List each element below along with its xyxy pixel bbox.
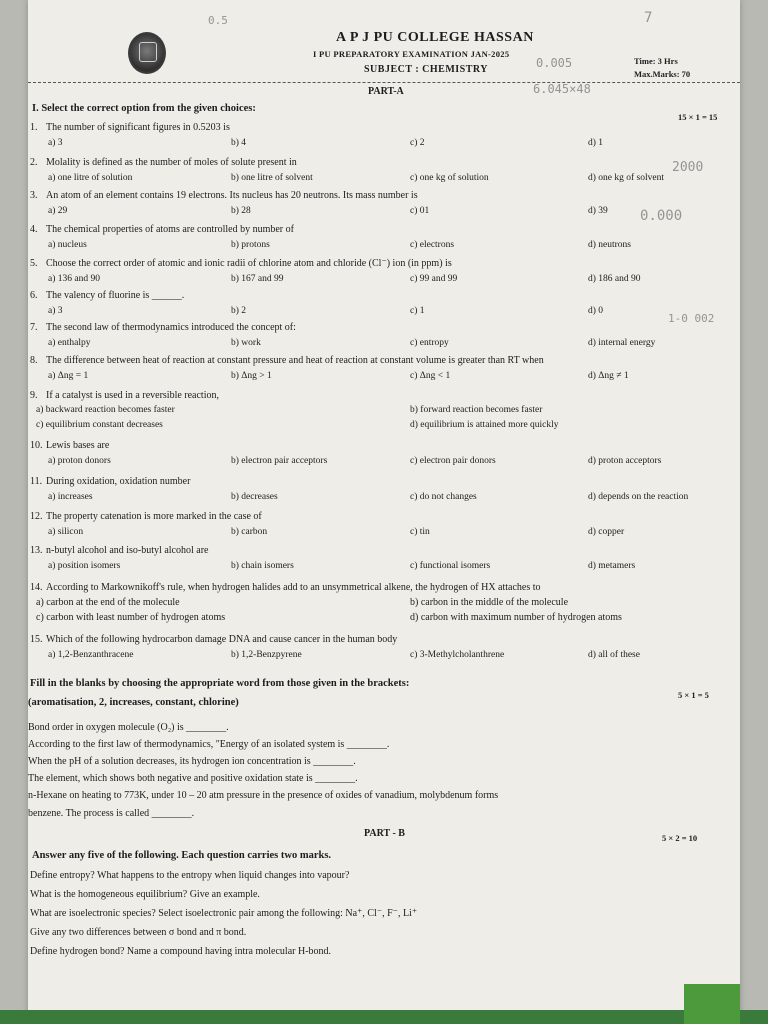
section2-heading: Fill in the blanks by choosing the appropriate word from those given in the brackets: bbox=[30, 678, 410, 689]
question-text: The difference between heat of reaction at constant pressure and heat of reaction at constant volume is greater than RT when bbox=[46, 355, 544, 366]
part-b-heading: Answer any five of the following. Each question carries two marks. bbox=[32, 850, 332, 861]
fill-blank-item: The element, which shows both negative and positive oxidation state is ________. bbox=[28, 773, 358, 784]
section2-marks: 5 × 1 = 5 bbox=[678, 690, 709, 700]
part-b-question: Define hydrogen bond? Name a compound having intra molecular H-bond. bbox=[30, 946, 332, 957]
question-number: 6. bbox=[30, 290, 38, 301]
fill-blank-item: According to the first law of thermodynamics, "Energy of an isolated system is ________. bbox=[28, 739, 390, 750]
answer-option: c) one kg of solution bbox=[410, 173, 489, 183]
exam-paper bbox=[28, 0, 740, 1024]
section1-marks: 15 × 1 = 15 bbox=[678, 112, 718, 122]
question-number: 11. bbox=[30, 476, 43, 487]
question-text: The property catenation is more marked in the case of bbox=[46, 511, 262, 522]
answer-option: a) proton donors bbox=[48, 456, 111, 466]
answer-option: a) silicon bbox=[48, 527, 84, 537]
answer-option: d) equilibrium is attained more quickly bbox=[410, 420, 559, 430]
answer-option: b) protons bbox=[231, 240, 270, 250]
answer-option: d) neutrons bbox=[588, 240, 632, 250]
answer-option: a) 1,2-Benzanthracene bbox=[48, 650, 134, 660]
question-text: According to Markownikoff's rule, when hydrogen halides add to an unsymmetrical alkene, the hydrogen of HX attaches to bbox=[46, 582, 541, 593]
question-text: An atom of an element contains 19 electrons. Its nucleus has 20 neutrons. Its mass number is bbox=[46, 190, 418, 201]
fill-blank-item: benzene. The process is called ________. bbox=[28, 808, 195, 819]
college-title: A P J PU COLLEGE HASSAN bbox=[336, 30, 534, 45]
answer-option: a) increases bbox=[48, 492, 93, 502]
question-text: Lewis bases are bbox=[46, 440, 110, 451]
answer-option: a) backward reaction becomes faster bbox=[36, 405, 175, 415]
answer-option: d) Δng ≠ 1 bbox=[588, 371, 629, 381]
scribble-2: 6.045×48 bbox=[533, 82, 591, 96]
part-b-question: What are isoelectronic species? Select isoelectronic pair among the following: Na⁺, Cl⁻, F⁻, Li⁺ bbox=[30, 908, 418, 919]
part-b-question: Give any two differences between σ bond and π bond. bbox=[30, 927, 247, 938]
question-text: Choose the correct order of atomic and ionic radii of chlorine atom and chloride (Cl⁻) ion (in ppm) is bbox=[46, 258, 452, 269]
answer-option: d) copper bbox=[588, 527, 625, 537]
part-b-question: What is the homogeneous equilibrium? Give an example. bbox=[30, 889, 260, 900]
question-text: During oxidation, oxidation number bbox=[46, 476, 191, 487]
answer-option: b) Δng > 1 bbox=[231, 371, 272, 381]
answer-option: b) decreases bbox=[231, 492, 278, 502]
answer-option: c) 1 bbox=[410, 306, 425, 316]
answer-option: a) position isomers bbox=[48, 561, 121, 571]
answer-option: b) one litre of solvent bbox=[231, 173, 313, 183]
answer-option: c) entropy bbox=[410, 338, 449, 348]
question-text: n-butyl alcohol and iso-butyl alcohol are bbox=[46, 545, 209, 556]
question-number: 9. bbox=[30, 390, 38, 401]
background-strip bbox=[0, 1010, 768, 1024]
answer-option: b) 1,2-Benzpyrene bbox=[231, 650, 302, 660]
answer-option: c) 01 bbox=[410, 206, 430, 216]
fill-blank-item: Bond order in oxygen molecule (O₂) is ________. bbox=[28, 722, 229, 733]
answer-option: c) 2 bbox=[410, 138, 425, 148]
answer-option: a) 3 bbox=[48, 306, 63, 316]
answer-option: c) functional isomers bbox=[410, 561, 491, 571]
section2-words: (aromatisation, 2, increases, constant, chlorine) bbox=[28, 697, 239, 708]
section1-heading: I. Select the correct option from the given choices: bbox=[32, 103, 256, 114]
question-text: Which of the following hydrocarbon damage DNA and cause cancer in the human body bbox=[46, 634, 398, 645]
answer-option: d) 1 bbox=[588, 138, 604, 148]
answer-option: d) 186 and 90 bbox=[588, 274, 641, 284]
answer-option: c) carbon with least number of hydrogen atoms bbox=[36, 612, 226, 623]
question-text: The chemical properties of atoms are controlled by number of bbox=[46, 224, 294, 235]
answer-option: b) work bbox=[231, 338, 261, 348]
question-number: 2. bbox=[30, 157, 38, 168]
answer-option: d) depends on the reaction bbox=[588, 492, 689, 502]
question-text: The valency of fluorine is ______. bbox=[46, 290, 185, 301]
part-a-title: PART-A bbox=[368, 86, 404, 97]
answer-option: b) 4 bbox=[231, 138, 247, 148]
scribble-4: 0.000 bbox=[640, 208, 683, 224]
answer-option: c) Δng < 1 bbox=[410, 371, 451, 381]
question-text: The second law of thermodynamics introduced the concept of: bbox=[46, 322, 296, 333]
question-number: 13. bbox=[30, 545, 43, 556]
question-number: 3. bbox=[30, 190, 38, 201]
answer-option: d) carbon with maximum number of hydrogen atoms bbox=[410, 612, 622, 623]
answer-option: a) nucleus bbox=[48, 240, 87, 250]
scribble-6: 0.5 bbox=[208, 14, 228, 27]
answer-option: d) all of these bbox=[588, 650, 640, 660]
answer-option: c) 3-Methylcholanthrene bbox=[410, 650, 505, 660]
background-patch bbox=[684, 984, 740, 1024]
fill-blank-item: When the pH of a solution decreases, its hydrogen ion concentration is ________. bbox=[28, 756, 356, 767]
answer-option: a) 3 bbox=[48, 138, 63, 148]
question-number: 4. bbox=[30, 224, 38, 235]
header-divider bbox=[28, 82, 740, 83]
answer-option: b) chain isomers bbox=[231, 561, 294, 571]
subject-title: SUBJECT : CHEMISTRY bbox=[364, 64, 488, 75]
part-b-marks: 5 × 2 = 10 bbox=[662, 833, 698, 843]
answer-option: b) 28 bbox=[231, 206, 251, 216]
answer-option: d) 0 bbox=[588, 306, 604, 316]
max-marks-label: Max.Marks: 70 bbox=[634, 69, 691, 79]
answer-option: b) 167 and 99 bbox=[231, 274, 284, 284]
answer-option: c) 99 and 99 bbox=[410, 274, 458, 284]
question-number: 15. bbox=[30, 634, 43, 645]
question-text: The number of significant figures in 0.5203 is bbox=[46, 122, 230, 133]
time-marks bbox=[634, 55, 690, 81]
answer-option: a) enthalpy bbox=[48, 338, 91, 348]
scribble-7: 7 bbox=[644, 10, 653, 26]
answer-option: a) Δng = 1 bbox=[48, 371, 89, 381]
answer-option: b) carbon bbox=[231, 527, 268, 537]
answer-option: a) 136 and 90 bbox=[48, 274, 100, 284]
answer-option: d) one kg of solvent bbox=[588, 173, 664, 183]
question-number: 5. bbox=[30, 258, 38, 269]
scribble-3: 2000 bbox=[672, 160, 704, 175]
time-label: Time: 3 Hrs bbox=[634, 56, 678, 66]
college-logo-icon bbox=[128, 32, 166, 74]
answer-option: d) proton acceptors bbox=[588, 456, 662, 466]
answer-option: c) electron pair donors bbox=[410, 456, 496, 466]
answer-option: a) one litre of solution bbox=[48, 173, 133, 183]
question-text: If a catalyst is used in a reversible reaction, bbox=[46, 390, 219, 401]
answer-option: c) do not changes bbox=[410, 492, 477, 502]
fill-blank-item: n-Hexane on heating to 773K, under 10 – 20 atm pressure in the presence of oxides of vanadium, molybdenum forms bbox=[28, 790, 499, 801]
question-number: 10. bbox=[30, 440, 43, 451]
part-b-question: Define entropy? What happens to the entropy when liquid changes into vapour? bbox=[30, 870, 350, 881]
question-number: 1. bbox=[30, 122, 38, 133]
answer-option: b) 2 bbox=[231, 306, 247, 316]
part-b-title: PART - B bbox=[364, 828, 405, 839]
answer-option: b) electron pair acceptors bbox=[231, 456, 328, 466]
answer-option: d) internal energy bbox=[588, 338, 656, 348]
question-number: 12. bbox=[30, 511, 43, 522]
answer-option: c) electrons bbox=[410, 240, 455, 250]
answer-option: b) forward reaction becomes faster bbox=[410, 405, 543, 415]
answer-option: d) metamers bbox=[588, 561, 636, 571]
answer-option: c) tin bbox=[410, 527, 430, 537]
question-text: Molality is defined as the number of moles of solute present in bbox=[46, 157, 297, 168]
answer-option: b) carbon in the middle of the molecule bbox=[410, 597, 569, 608]
question-number: 14. bbox=[30, 582, 43, 593]
answer-option: c) equilibrium constant decreases bbox=[36, 420, 163, 430]
answer-option: a) 29 bbox=[48, 206, 68, 216]
answer-option: d) 39 bbox=[588, 206, 608, 216]
scribble-1: 0.005 bbox=[536, 56, 573, 70]
question-number: 8. bbox=[30, 355, 38, 366]
question-number: 7. bbox=[30, 322, 38, 333]
scribble-5: 1-0 002 bbox=[668, 312, 715, 325]
exam-title: I PU PREPARATORY EXAMINATION JAN-2025 bbox=[313, 49, 510, 59]
answer-option: a) carbon at the end of the molecule bbox=[36, 597, 180, 608]
